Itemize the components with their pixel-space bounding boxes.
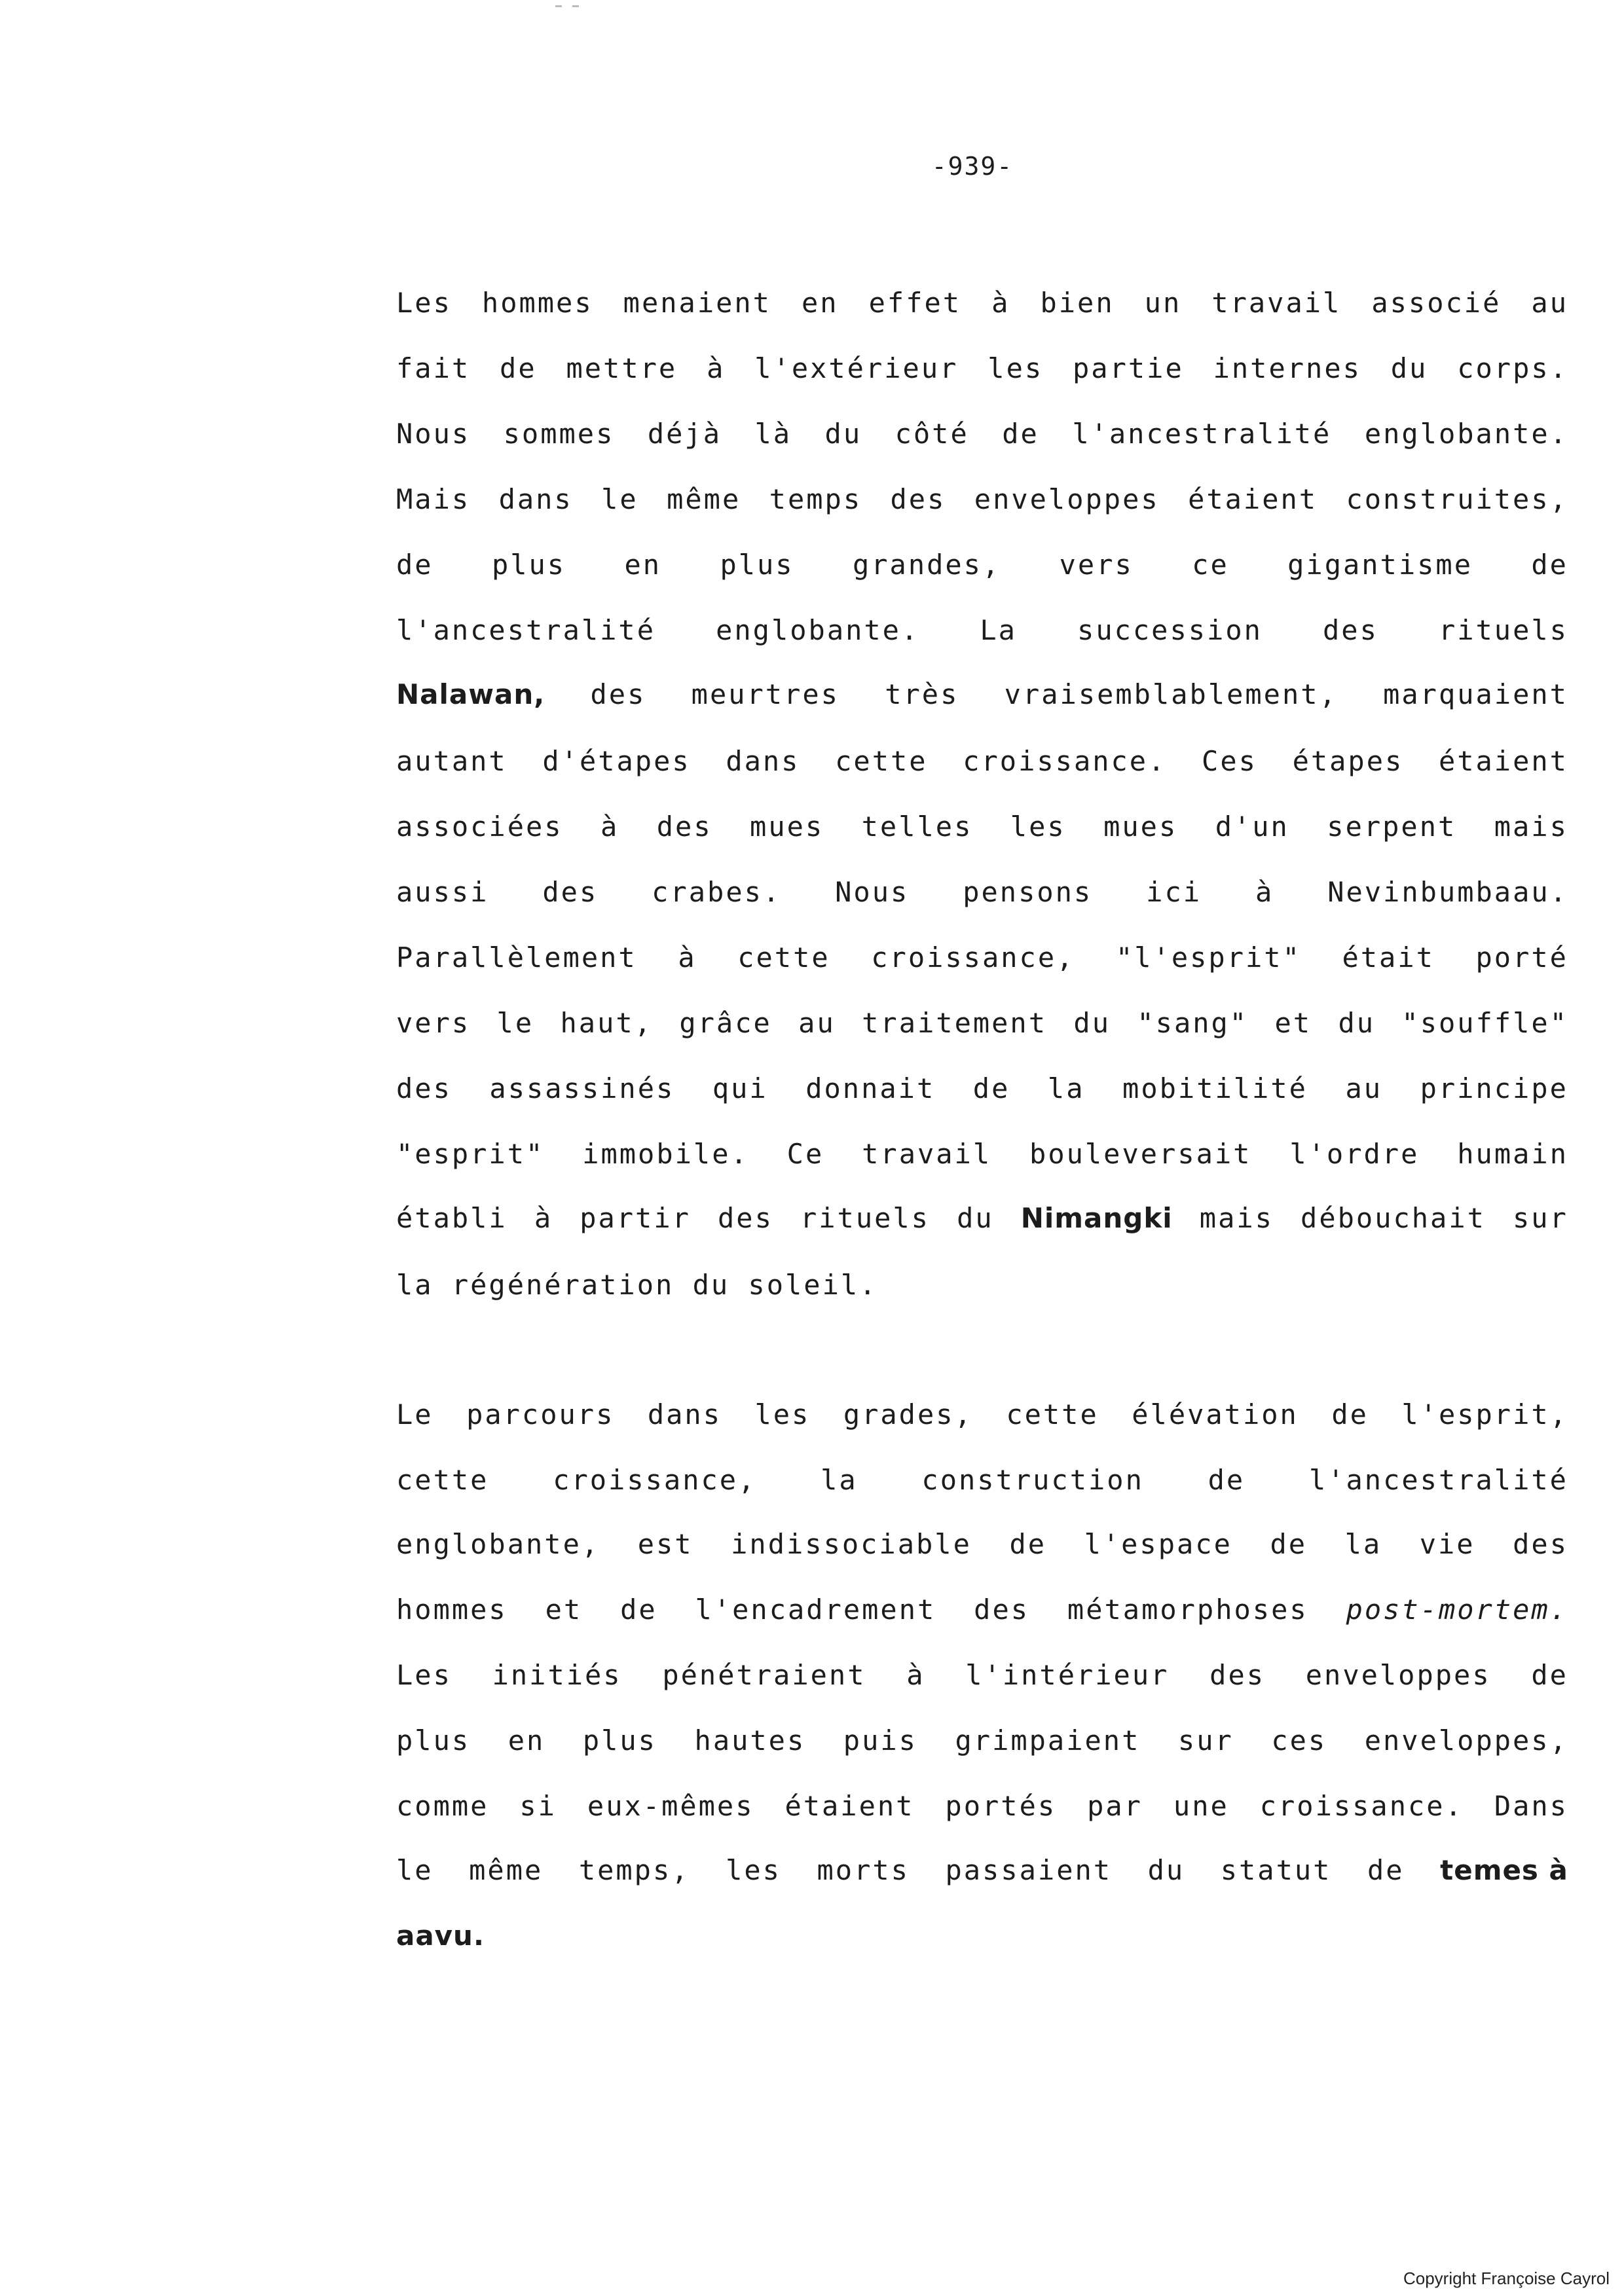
word: à xyxy=(600,811,619,843)
word: l'ancestralité xyxy=(1308,1464,1568,1496)
word: des xyxy=(542,876,599,908)
word: cette xyxy=(396,1464,489,1496)
word: enveloppes xyxy=(1305,1659,1491,1691)
word: croissance, xyxy=(871,941,1075,974)
word: là xyxy=(754,418,792,450)
word: à xyxy=(1255,876,1274,908)
word: sur xyxy=(1513,1202,1568,1234)
word: dans xyxy=(498,483,573,515)
word: enveloppes, xyxy=(1364,1724,1568,1757)
text-line xyxy=(396,813,1568,841)
word: Nous xyxy=(396,418,471,450)
word: "esprit" xyxy=(396,1138,545,1170)
word: fait xyxy=(396,352,471,384)
word: de xyxy=(1331,1398,1369,1430)
word: marquaient xyxy=(1383,678,1568,710)
word: grâce xyxy=(679,1007,772,1039)
word: indissociable xyxy=(731,1528,972,1560)
word: qui xyxy=(712,1072,768,1104)
word: grandes, xyxy=(852,549,1001,581)
word: temps xyxy=(769,483,862,515)
word: morts xyxy=(817,1854,910,1886)
term-aavu: aavu. xyxy=(396,1920,485,1952)
word: à xyxy=(707,352,726,384)
text-line xyxy=(396,1724,1568,1757)
word: côté xyxy=(895,418,969,450)
word: très xyxy=(885,678,959,710)
term-temes: temes à xyxy=(1440,1854,1568,1886)
word: telles xyxy=(861,811,973,843)
word: l'ordre xyxy=(1289,1138,1420,1170)
word: partie xyxy=(1073,352,1184,384)
word: est xyxy=(637,1528,693,1560)
word: vie xyxy=(1419,1528,1475,1560)
word: la xyxy=(1047,1072,1085,1104)
word: le xyxy=(396,1854,434,1886)
word: immobile. xyxy=(582,1138,749,1170)
word: bouleversait xyxy=(1029,1138,1252,1170)
word: cette xyxy=(737,941,830,974)
text-line xyxy=(396,876,1568,908)
word: mues xyxy=(750,811,824,843)
word: de xyxy=(1531,549,1568,581)
word: le xyxy=(496,1007,534,1039)
word: englobante. xyxy=(1364,418,1568,450)
word: de xyxy=(1367,1854,1405,1886)
word: de xyxy=(1270,1528,1308,1560)
word: à xyxy=(991,287,1010,319)
word: rituels xyxy=(800,1202,930,1234)
word: meurtres xyxy=(691,678,840,710)
text-line xyxy=(396,745,1568,777)
word: à xyxy=(906,1659,925,1691)
word: construction xyxy=(921,1464,1144,1496)
word: un xyxy=(1144,287,1182,319)
word: était xyxy=(1342,941,1435,974)
word: cette xyxy=(1006,1398,1099,1430)
word: "sang" xyxy=(1137,1007,1249,1039)
word: du xyxy=(824,418,862,450)
word: Mais xyxy=(396,483,471,515)
word: Parallèlement xyxy=(396,941,637,974)
word: dans xyxy=(726,745,800,777)
text-line xyxy=(396,1790,1568,1822)
term-nalawan: Nalawan, xyxy=(396,678,545,710)
word: pensons xyxy=(963,876,1093,908)
word: déjà xyxy=(647,418,722,450)
word: aussi xyxy=(396,876,489,908)
scan-specks xyxy=(555,5,581,9)
word: de xyxy=(1531,1659,1568,1691)
word: au xyxy=(1531,287,1568,319)
word: l'esprit, xyxy=(1401,1398,1568,1430)
word: Ce xyxy=(786,1138,824,1170)
word: mettre xyxy=(566,352,678,384)
word: Les xyxy=(396,287,452,319)
text-line xyxy=(396,614,1568,646)
word: les xyxy=(754,1398,811,1430)
word: des xyxy=(890,483,946,515)
word: à xyxy=(534,1202,553,1234)
word: l'ancestralité xyxy=(396,614,656,646)
word: de xyxy=(396,549,434,581)
word: hommes xyxy=(396,1594,507,1626)
word: succession xyxy=(1077,614,1263,646)
text-line xyxy=(396,1202,1568,1234)
word: hommes xyxy=(481,287,593,319)
text-line xyxy=(396,1398,1568,1430)
word: partir xyxy=(580,1202,691,1234)
word: humain xyxy=(1457,1138,1568,1170)
word: enveloppes xyxy=(974,483,1160,515)
word: Ces xyxy=(1202,745,1257,777)
word: vers xyxy=(396,1007,471,1039)
copyright-notice: Copyright Françoise Cayrol xyxy=(1403,2269,1610,2288)
word: serpent xyxy=(1327,811,1457,843)
text-line xyxy=(396,1528,1568,1560)
word: plus xyxy=(491,549,566,581)
word: le xyxy=(601,483,638,515)
page-number: -939- xyxy=(931,152,1014,181)
word: portés xyxy=(945,1790,1057,1822)
word: de xyxy=(972,1072,1010,1104)
word: vers xyxy=(1059,549,1134,581)
word: du xyxy=(1338,1007,1376,1039)
word: les xyxy=(1010,811,1066,843)
word: étaient xyxy=(1188,483,1318,515)
word: étapes xyxy=(1292,745,1404,777)
word: en xyxy=(507,1724,545,1757)
word: même xyxy=(469,1854,544,1886)
word: Le xyxy=(396,1398,434,1430)
word: même xyxy=(667,483,741,515)
word: au xyxy=(798,1007,836,1039)
word: des xyxy=(1513,1528,1568,1560)
word: élévation xyxy=(1132,1398,1299,1430)
word: ici xyxy=(1146,876,1202,908)
term-nimangki: Nimangki xyxy=(1020,1202,1173,1234)
word: initiés xyxy=(492,1659,622,1691)
word: rituels xyxy=(1438,614,1568,646)
word: la xyxy=(1344,1528,1382,1560)
word: en xyxy=(802,287,839,319)
word: du xyxy=(1147,1854,1185,1886)
text-line xyxy=(396,1659,1568,1691)
word: sur xyxy=(1177,1724,1234,1757)
word: les xyxy=(726,1854,781,1886)
word: de xyxy=(1002,418,1039,450)
word: bien xyxy=(1040,287,1115,319)
word: des xyxy=(1209,1659,1266,1691)
word: mais xyxy=(1494,811,1568,843)
word: du xyxy=(1073,1007,1111,1039)
word: une xyxy=(1173,1790,1229,1822)
text-line xyxy=(396,1596,1568,1624)
word: étaient xyxy=(1438,745,1568,777)
word: traitement xyxy=(862,1007,1048,1039)
word: à xyxy=(678,941,697,974)
word: associé xyxy=(1371,287,1502,319)
word: débouchait xyxy=(1301,1202,1486,1234)
word: ce xyxy=(1192,549,1229,581)
word: sommes xyxy=(503,418,615,450)
word: "l'esprit" xyxy=(1116,941,1301,974)
word: temps, xyxy=(578,1854,690,1886)
word: comme xyxy=(396,1790,489,1822)
word: des xyxy=(1323,614,1378,646)
word: au xyxy=(1345,1072,1383,1104)
text-line xyxy=(396,551,1568,579)
term-post-mortem: post-mortem. xyxy=(1346,1594,1568,1626)
word: travail xyxy=(1211,287,1342,319)
word: gigantisme xyxy=(1287,549,1473,581)
word: cette xyxy=(835,745,928,777)
word: étaient xyxy=(784,1790,915,1822)
text-line xyxy=(396,1140,1568,1168)
word: d'un xyxy=(1215,811,1289,843)
word: englobante. xyxy=(716,614,920,646)
word: de xyxy=(1208,1464,1246,1496)
word: menaient xyxy=(623,287,771,319)
word: établi xyxy=(396,1202,507,1234)
word: l'encadrement xyxy=(695,1594,936,1626)
word: si xyxy=(519,1790,557,1822)
word: les xyxy=(987,352,1044,384)
word: des xyxy=(396,1072,452,1104)
word: croissance, xyxy=(553,1464,757,1496)
word: plus xyxy=(720,549,794,581)
word: travail xyxy=(862,1138,992,1170)
word: de xyxy=(1009,1528,1047,1560)
word: puis xyxy=(843,1724,917,1757)
word: "souffle" xyxy=(1401,1007,1568,1039)
text-line xyxy=(396,483,1568,515)
word: eux-mêmes xyxy=(587,1790,754,1822)
text-line xyxy=(396,420,1568,448)
word: autant xyxy=(396,745,507,777)
text-line: la régénération du soleil. xyxy=(396,1269,878,1301)
word: passaient xyxy=(945,1854,1113,1886)
word: porté xyxy=(1475,941,1568,974)
word: dans xyxy=(647,1398,722,1430)
text-line xyxy=(396,1464,1568,1496)
word: du xyxy=(957,1202,994,1234)
word: des xyxy=(974,1594,1030,1626)
text-line xyxy=(396,678,1568,710)
word: corps. xyxy=(1457,352,1568,384)
word: crabes. xyxy=(652,876,782,908)
word: l'espace xyxy=(1084,1528,1232,1560)
word: statut xyxy=(1220,1854,1332,1886)
text-line xyxy=(396,1922,485,1950)
word: parcours xyxy=(466,1398,615,1430)
word: de xyxy=(620,1594,657,1626)
word: englobante, xyxy=(396,1528,600,1560)
word: associées xyxy=(396,811,563,843)
word: mues xyxy=(1103,811,1178,843)
word: internes xyxy=(1213,352,1361,384)
word: la xyxy=(821,1464,858,1496)
word: en xyxy=(624,549,662,581)
word: Dans xyxy=(1494,1790,1568,1822)
word: Les xyxy=(396,1659,452,1691)
word: et xyxy=(1274,1007,1312,1039)
text-line xyxy=(396,1007,1568,1039)
text-line xyxy=(396,1072,1568,1104)
text-line xyxy=(396,352,1568,384)
word: l'extérieur xyxy=(754,352,959,384)
word: et xyxy=(545,1594,583,1626)
word: par xyxy=(1087,1790,1143,1822)
word: La xyxy=(980,614,1017,646)
word: vraisemblablement, xyxy=(1004,678,1338,710)
word: grimpaient xyxy=(955,1724,1141,1757)
word: hautes xyxy=(694,1724,806,1757)
word: Nevinbumbaau. xyxy=(1327,876,1568,908)
word: l'intérieur xyxy=(965,1659,1170,1691)
word: ces xyxy=(1271,1724,1327,1757)
word: Nous xyxy=(835,876,910,908)
word: construites, xyxy=(1346,483,1568,515)
word: mais xyxy=(1199,1202,1274,1234)
word: plus xyxy=(396,1724,471,1757)
word: croissance. xyxy=(1259,1790,1464,1822)
word: effet xyxy=(868,287,962,319)
word: mobitilité xyxy=(1122,1072,1308,1104)
word: du xyxy=(1390,352,1428,384)
word: croissance. xyxy=(963,745,1167,777)
word: des xyxy=(718,1202,773,1234)
word: pénétraient xyxy=(662,1659,866,1691)
word: des xyxy=(656,811,712,843)
word: donnait xyxy=(805,1072,936,1104)
word: principe xyxy=(1420,1072,1568,1104)
word: grades, xyxy=(843,1398,973,1430)
word: plus xyxy=(582,1724,657,1757)
word: assassinés xyxy=(489,1072,675,1104)
text-line xyxy=(396,1854,1568,1886)
word: métamorphoses xyxy=(1067,1594,1308,1626)
text-line xyxy=(396,289,1568,317)
word: des xyxy=(590,678,646,710)
text-line xyxy=(396,941,1568,974)
word: l'ancestralité xyxy=(1072,418,1332,450)
word: haut, xyxy=(560,1007,653,1039)
word: de xyxy=(500,352,537,384)
word: d'étapes xyxy=(542,745,691,777)
